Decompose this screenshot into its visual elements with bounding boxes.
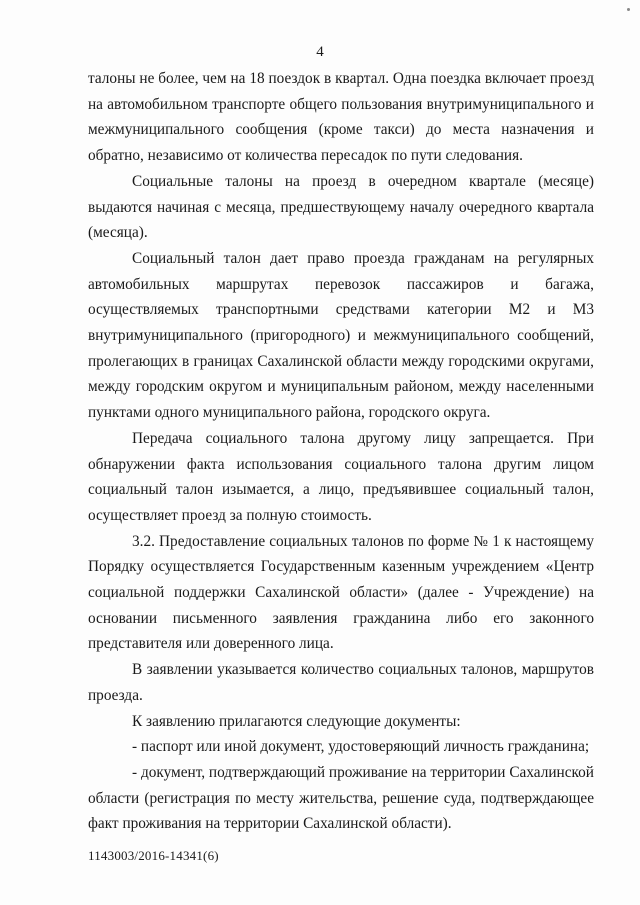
document-body <box>88 66 594 837</box>
page-number: 4 <box>316 44 324 60</box>
paragraph-ticket-rights: Социальный талон дает право проезда гражданам на регулярных автомобильных маршрутах перевозок пассажиров и багажа, осуществляемых транспортными средствами категории М2 и М3 внутримуниципального (пригородного) и межмуниципального сообщений, пролегающих в границах Сахалинской области между городскими округами, между городским округом и муниципальным районом, между населенными пунктами одного муниципального района, городского округа. <box>88 249 594 422</box>
document-footer-code: 1143003/2016-14341(6) <box>88 848 219 863</box>
paragraph-ticket-issue-period: Социальные талоны на проезд в очередном квартале (месяце) выдаются начиная с месяца, предшествующему началу очередного квартала (месяца). <box>88 172 594 242</box>
list-item-passport: - паспорт или иной документ, удостоверяющий личность гражданина; <box>132 738 590 756</box>
paragraph-attached-documents: К заявлению прилагаются следующие документы: <box>132 712 461 730</box>
list-item-residence-document: - документ, подтверждающий проживание на территории Сахалинской области (регистрация по месту жительства, решение суда, подтверждающее факт проживания на территории Сахалинской области). <box>88 763 594 833</box>
paragraph-section-3-2: 3.2. Предоставление социальных талонов по форме № 1 к настоящему Порядку осуществляется Государственным казенным учреждением «Центр социальной поддержки Сахалинской области» (далее - Учреждение) на основании письменного заявления гражданина либо его законного представителя или доверенного лица. <box>88 532 594 653</box>
scan-dot-mark <box>627 8 630 11</box>
paragraph-transfer-prohibited: Передача социального талона другому лицу запрещается. При обнаружении факта использования социального талона другим лицом социальный талон изымается, а лицо, предъявившее социальный талон, осуществляет проезд за полную стоимость. <box>88 429 594 524</box>
paragraph-application-contents: В заявлении указывается количество социальных талонов, маршрутов проезда. <box>88 661 594 704</box>
paragraph-continuation: талоны не более, чем на 18 поездок в квартал. Одна поездка включает проезд на автомобильном транспорте общего пользования внутримуниципального и межмуниципального сообщения (кроме такси) до места назначения и обратно, независимо от количества пересадок по пути следования. <box>88 70 594 165</box>
